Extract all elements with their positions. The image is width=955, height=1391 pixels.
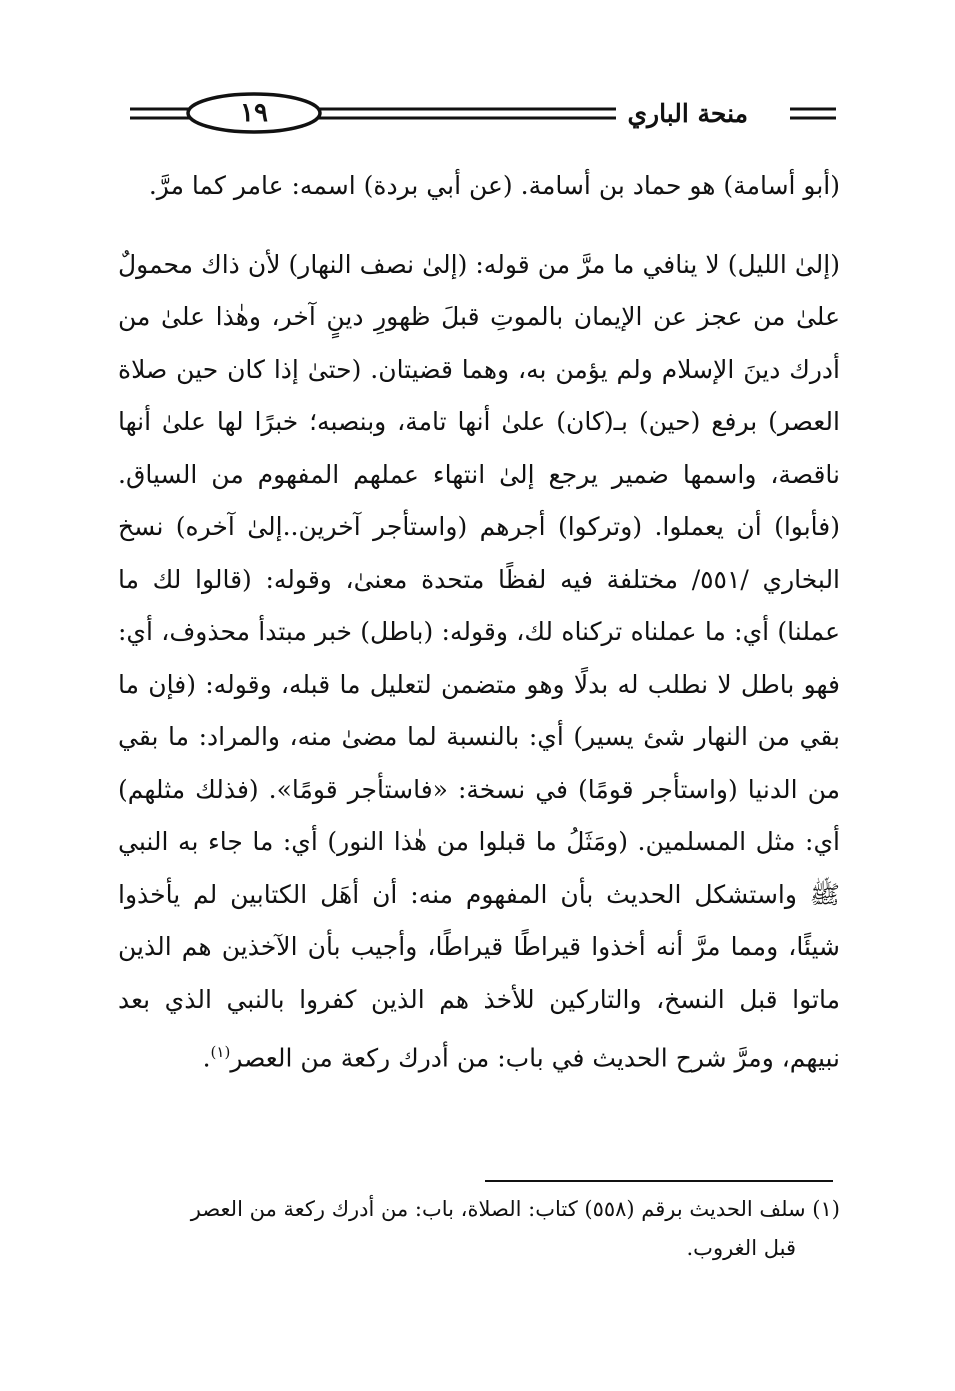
paragraph-2: [118, 239, 840, 1085]
footnote-separator: [485, 1180, 833, 1182]
main-text: [118, 160, 840, 1085]
page-number: ١٩: [240, 98, 268, 128]
footnote-line-2: قبل الغروب.: [686, 1236, 796, 1260]
paragraph-end-mark: .: [202, 1043, 211, 1073]
footnote-line-1: (١) سلف الحديث برقم (٥٥٨) كتاب: الصلاة، باب: من أدرك ركعة من العصر: [190, 1197, 840, 1221]
footnote-reference: (١): [210, 1043, 231, 1061]
page-header: [128, 92, 840, 136]
footnote: [118, 1190, 840, 1268]
paragraph-2-text: (إلىٰ الليل) لا ينافي ما مرَّ من قوله: (إلىٰ نصف النهار) لأن ذاك محمولٌ علىٰ من عجز عن الإيمان بالموتِ قبلَ ظهورِ دينٍ آخر، وهٰذا علىٰ من أدرك دينَ الإسلام ولم يؤمن به، وهما قضيتان. (حتىٰ إذا كان حين صلاة العصر) برفع (حين) بـ(كان) علىٰ أنها تامة، وبنصبه؛ خبرًا لها علىٰ أنها ناقصة، واسمها ضمير يرجع إلىٰ انتهاء عملهم المفهوم من السياق. (فأبوا) أن يعملوا. (وتركوا) أجرهم (واستأجر آخرين..إلىٰ آخره) نسخ البخاري /٥٥١/ مختلفة فيه لفظًا متحدة معنىٰ، وقوله: (قالوا لك ما عملنا) أي: ما عملناه تركناه لك، وقوله: (باطل) خبر مبتدأ محذوف، أي: فهو باطل لا نطلب له بدلًا وهو متضمن لتعليل ما قبله، وقوله: (فإن ما بقي من النهار شئ يسير) أي: بالنسبة لما مضىٰ منه، والمراد: ما بقي من الدنيا (واستأجر قومًا) في نسخة: «فاستأجر قومًا». (فذلك مثلهم) أي: مثل المسلمين. (ومَثَلُ ما قبلوا من هٰذا النور) أي: ما جاء به النبي ﷺ واستشكل الحديث بأن المفهوم منه: أن أهَل الكتابين لم يأخذوا شيئًا، ومما مرَّ أنه أخذوا قيراطًا قيراطًا، وأجيب بأن الآخذين هم الذين ماتوا قبل النسخ، والتاركين للأخذ هم الذين كفروا بالنبي الذي بعد نبيهم، ومرَّ شرح الحديث في باب: من أدرك ركعة من العصر: [118, 249, 841, 1073]
paragraph-1: (أبو أسامة) هو حماد بن أسامة. (عن أبي بردة) اسمه: عامر كما مرَّ.: [148, 171, 840, 200]
book-title: منحة الباري: [627, 99, 748, 128]
